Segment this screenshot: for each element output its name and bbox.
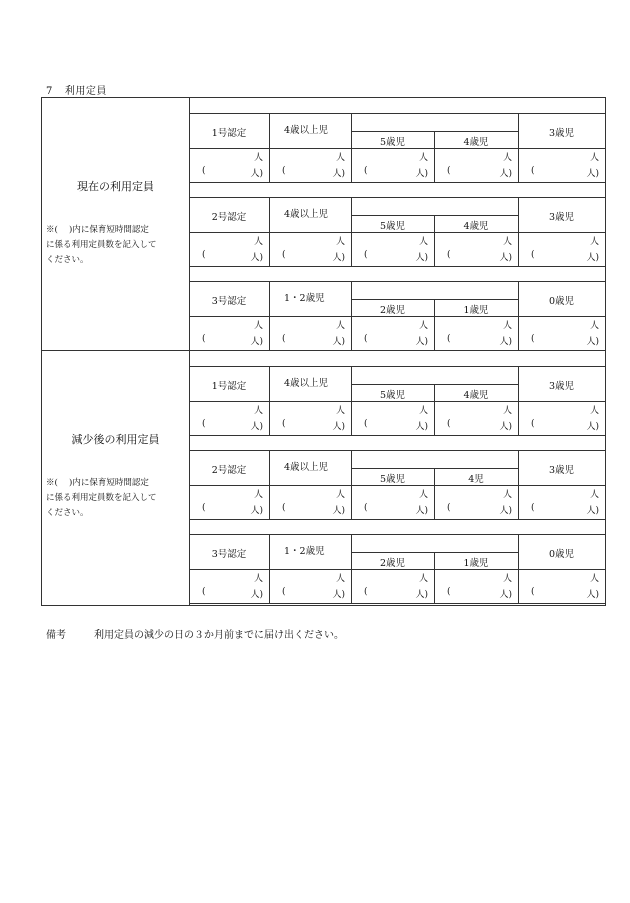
paren-open: ( xyxy=(531,250,535,260)
unit-label: 人 xyxy=(589,490,599,500)
certification-label: 2号認定 xyxy=(211,212,247,223)
unit-label: 人 xyxy=(502,490,512,500)
table-rule xyxy=(189,366,605,367)
note-line: ください。 xyxy=(46,255,89,265)
table-rule xyxy=(189,197,605,198)
unit-label: 人 xyxy=(418,574,428,584)
paren-open: ( xyxy=(447,334,451,344)
unit-label: 人 xyxy=(253,237,263,247)
paren-open: ( xyxy=(364,250,368,260)
section-heading xyxy=(46,82,107,97)
short-time-unit: 人) xyxy=(499,506,512,516)
table-rule xyxy=(189,266,605,267)
table-rule xyxy=(462,215,518,216)
table-rule xyxy=(462,299,518,300)
capacity-form-table xyxy=(41,97,606,606)
short-time-unit: 人) xyxy=(332,169,345,179)
short-time-unit: 人) xyxy=(586,253,599,263)
paren-open: ( xyxy=(531,166,535,176)
table-rule xyxy=(189,603,605,604)
remarks-text: 利用定員の減少の日の３か月前までに届け出ください。 xyxy=(94,630,344,641)
age-label: 3歳児 xyxy=(548,128,575,139)
short-time-unit: 人) xyxy=(250,506,263,516)
table-rule xyxy=(189,534,605,535)
age-group-label: 1・2歳児 xyxy=(284,293,325,304)
paren-open: ( xyxy=(364,587,368,597)
unit-label: 人 xyxy=(335,490,345,500)
certification-label: 3号認定 xyxy=(211,296,247,307)
short-time-unit: 人) xyxy=(415,253,428,263)
short-time-unit: 人) xyxy=(586,169,599,179)
age-group-label: 4歳以上児 xyxy=(284,378,329,389)
short-time-unit: 人) xyxy=(415,337,428,347)
paren-open: ( xyxy=(531,419,535,429)
sub-age-label: 4歳児 xyxy=(463,390,489,401)
paren-open: ( xyxy=(282,503,286,513)
unit-label: 人 xyxy=(589,237,599,247)
sub-age-label: 2歳児 xyxy=(379,558,406,569)
unit-label: 人 xyxy=(418,490,428,500)
unit-label: 人 xyxy=(253,153,263,163)
paren-open: ( xyxy=(447,587,451,597)
age-label: 3歳児 xyxy=(548,212,575,223)
paren-open: ( xyxy=(282,587,286,597)
short-time-unit: 人) xyxy=(332,337,345,347)
table-rule xyxy=(351,131,462,132)
unit-label: 人 xyxy=(502,321,512,331)
paren-open: ( xyxy=(531,587,535,597)
table-rule xyxy=(189,281,605,282)
unit-label: 人 xyxy=(589,321,599,331)
remarks-label: 備考 xyxy=(46,630,66,641)
unit-label: 人 xyxy=(418,237,428,247)
age-label: 3歳児 xyxy=(548,381,575,392)
table-rule xyxy=(351,468,462,469)
age-label: 0歳児 xyxy=(548,296,575,307)
age-group-label: 4歳以上児 xyxy=(284,209,329,220)
short-time-unit: 人) xyxy=(499,590,512,600)
table-rule xyxy=(189,113,605,114)
paren-open: ( xyxy=(364,419,368,429)
sub-age-label: 5歳児 xyxy=(379,221,406,232)
unit-label: 人 xyxy=(418,406,428,416)
paren-open: ( xyxy=(282,419,286,429)
paren-open: ( xyxy=(447,419,451,429)
paren-open: ( xyxy=(282,166,286,176)
sub-age-label: 4歳児 xyxy=(463,221,489,232)
unit-label: 人 xyxy=(502,574,512,584)
sub-age-label: 5歳児 xyxy=(379,137,406,148)
short-time-unit: 人) xyxy=(250,253,263,263)
short-time-unit: 人) xyxy=(586,506,599,516)
table-rule xyxy=(189,519,605,520)
table-rule xyxy=(351,552,462,553)
unit-label: 人 xyxy=(335,153,345,163)
remarks xyxy=(46,626,344,641)
unit-label: 人 xyxy=(502,153,512,163)
unit-label: 人 xyxy=(589,406,599,416)
sub-age-label: 2歳児 xyxy=(379,305,406,316)
paren-open: ( xyxy=(364,166,368,176)
paren-open: ( xyxy=(282,250,286,260)
table-rule xyxy=(351,299,462,300)
unit-label: 人 xyxy=(418,153,428,163)
paren-open: ( xyxy=(531,334,535,344)
unit-label: 人 xyxy=(589,574,599,584)
section-title: 現在の利用定員 xyxy=(77,180,154,193)
paren-open: ( xyxy=(202,250,206,260)
table-rule xyxy=(351,215,462,216)
unit-label: 人 xyxy=(335,237,345,247)
table-rule xyxy=(189,435,605,436)
paren-open: ( xyxy=(447,503,451,513)
note-line: に係る利用定員数を記入して xyxy=(46,493,157,503)
sub-age-label: 5歳児 xyxy=(379,390,406,401)
short-time-unit: 人) xyxy=(415,506,428,516)
table-rule xyxy=(189,182,605,183)
table-rule xyxy=(462,131,518,132)
short-time-unit: 人) xyxy=(332,422,345,432)
unit-label: 人 xyxy=(335,574,345,584)
short-time-unit: 人) xyxy=(586,422,599,432)
table-rule xyxy=(462,552,518,553)
short-time-unit: 人) xyxy=(332,253,345,263)
note-line: ください。 xyxy=(46,508,89,518)
age-label: 3歳児 xyxy=(548,465,575,476)
short-time-unit: 人) xyxy=(415,169,428,179)
unit-label: 人 xyxy=(589,153,599,163)
age-group-label: 4歳以上児 xyxy=(284,462,329,473)
sub-age-label: 1歳児 xyxy=(463,558,489,569)
unit-label: 人 xyxy=(253,321,263,331)
short-time-unit: 人) xyxy=(250,337,263,347)
note-line: に係る利用定員数を記入して xyxy=(46,240,157,250)
unit-label: 人 xyxy=(335,321,345,331)
unit-label: 人 xyxy=(253,574,263,584)
note-line: ※( )内に保育短時間認定 xyxy=(46,478,149,488)
age-label: 0歳児 xyxy=(548,549,575,560)
unit-label: 人 xyxy=(418,321,428,331)
sub-age-label: 4児 xyxy=(468,474,484,485)
unit-label: 人 xyxy=(502,406,512,416)
paren-open: ( xyxy=(202,419,206,429)
unit-label: 人 xyxy=(253,406,263,416)
paren-open: ( xyxy=(202,503,206,513)
age-group-label: 4歳以上児 xyxy=(284,125,329,136)
sub-age-label: 4歳児 xyxy=(463,137,489,148)
short-time-unit: 人) xyxy=(586,337,599,347)
table-rule xyxy=(462,468,518,469)
table-rule xyxy=(351,384,462,385)
age-group-label: 1・2歳児 xyxy=(284,546,325,557)
paren-open: ( xyxy=(364,503,368,513)
short-time-unit: 人) xyxy=(499,169,512,179)
certification-label: 3号認定 xyxy=(211,549,247,560)
section-number: 7 xyxy=(46,86,53,97)
short-time-unit: 人) xyxy=(586,590,599,600)
section-title: 減少後の利用定員 xyxy=(71,433,160,446)
paren-open: ( xyxy=(447,250,451,260)
paren-open: ( xyxy=(282,334,286,344)
unit-label: 人 xyxy=(335,406,345,416)
paren-open: ( xyxy=(202,334,206,344)
short-time-unit: 人) xyxy=(250,590,263,600)
sub-age-label: 1歳児 xyxy=(463,305,489,316)
paren-open: ( xyxy=(202,166,206,176)
paren-open: ( xyxy=(364,334,368,344)
short-time-unit: 人) xyxy=(499,337,512,347)
certification-label: 2号認定 xyxy=(211,465,247,476)
sub-age-label: 5歳児 xyxy=(379,474,406,485)
paren-open: ( xyxy=(531,503,535,513)
note-line: ※( )内に保育短時間認定 xyxy=(46,225,149,235)
short-time-unit: 人) xyxy=(332,590,345,600)
short-time-unit: 人) xyxy=(499,422,512,432)
table-rule xyxy=(189,350,605,351)
short-time-unit: 人) xyxy=(415,590,428,600)
certification-label: 1号認定 xyxy=(211,381,247,392)
unit-label: 人 xyxy=(502,237,512,247)
short-time-unit: 人) xyxy=(332,506,345,516)
unit-label: 人 xyxy=(253,490,263,500)
short-time-unit: 人) xyxy=(250,169,263,179)
paren-open: ( xyxy=(202,587,206,597)
certification-label: 1号認定 xyxy=(211,128,247,139)
table-rule xyxy=(189,450,605,451)
short-time-unit: 人) xyxy=(499,253,512,263)
short-time-unit: 人) xyxy=(250,422,263,432)
paren-open: ( xyxy=(447,166,451,176)
section-title: 利用定員 xyxy=(64,86,107,97)
table-rule xyxy=(462,384,518,385)
short-time-unit: 人) xyxy=(415,422,428,432)
